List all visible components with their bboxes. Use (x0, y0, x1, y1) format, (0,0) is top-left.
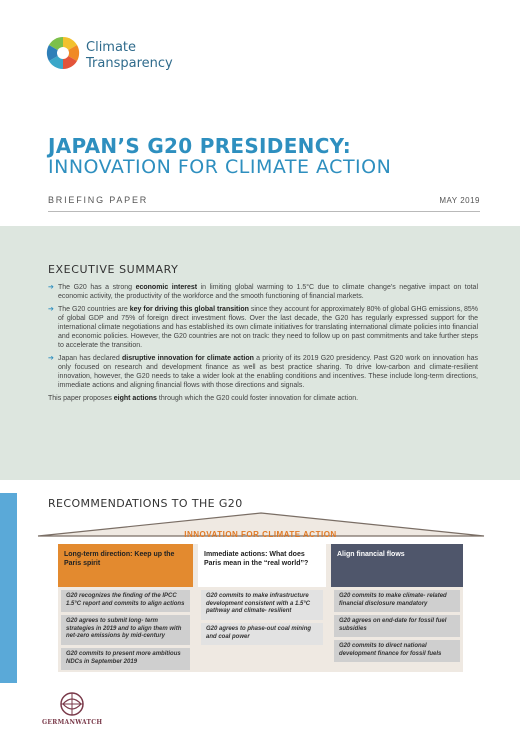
summary-bullet: ➔ The G20 has a strong economic interest in limiting global warming to 1.5°C due to climate change’s negative impact on total economic activity, the productivity of the workforce and the smooth functioning of financial markets. (48, 284, 478, 300)
recommendation-card: G20 commits to direct national development finance for fossil fuels (334, 640, 460, 662)
publication-date: MAY 2019 (439, 196, 480, 205)
logo-line-2: Transparency (86, 56, 173, 71)
recommendation-card: G20 agrees on end-date for fossil fuel subsidies (334, 615, 460, 637)
germanwatch-logo (42, 690, 102, 730)
arrow-right-icon: ➔ (48, 355, 54, 362)
logo-mark-icon (46, 36, 80, 70)
header-divider (48, 211, 480, 212)
title-line-2: INNOVATION FOR CLIMATE ACTION (48, 156, 392, 178)
column-heading: Align financial flows (331, 544, 463, 587)
executive-summary-body (48, 283, 478, 403)
executive-summary-heading: EXECUTIVE SUMMARY (48, 263, 179, 276)
climate-transparency-logo (46, 36, 206, 76)
logo-line-1: Climate (86, 40, 137, 55)
summary-bullet: ➔ The G20 countries are key for driving this global transition since they account for approximately 80% of global GHG emissions, 85% of global GDP and 75% of foreign direct investment flows. Over the last decade, the G20 has regularly expressed support for the international climate negotiations and has established its own climate initiatives for translating international climate policies into financial and economic policies. However, the G20 countries are not on track: they need to follow up on past commitments and take further steps to accelerate the transition. (48, 306, 479, 349)
column-heading: Long-term direction: Keep up the Paris spirit (58, 544, 193, 587)
column-long-term-direction (58, 544, 193, 669)
document-type: BRIEFING PAPER (48, 195, 149, 205)
arrow-right-icon: ➔ (48, 284, 54, 291)
summary-closing: This paper proposes eight actions through which the G20 could foster innovation for climate action. (48, 395, 359, 402)
logo-wordmark (86, 40, 173, 72)
column-immediate-actions (198, 544, 326, 669)
house-banner: INNOVATION FOR CLIMATE ACTION (184, 530, 337, 539)
recommendation-card: G20 commits to present more ambitious NDCs in September 2019 (61, 648, 190, 670)
recommendations-heading: RECOMMENDATIONS TO THE G20 (48, 497, 243, 510)
germanwatch-wordmark: GERMANWATCH (42, 719, 103, 726)
recommendation-card: G20 recognizes the finding of the IPCC 1.5°C report and commits to align actions (61, 590, 190, 612)
summary-bullet: ➔ Japan has declared disruptive innovation for climate action a priority of its 2019 G20 presidency. Past G20 work on innovation has only focused on research and development finance as well as best practice sharing. To drive low-carbon and climate-resilient innovation, however, the G20 needs to take a wider look at the enabling conditions and incentives. These include long-term directions, immediate actions and aligning financial flows with those directions and signals. (48, 355, 478, 389)
title-line-1: JAPAN’S G20 PRESIDENCY: (48, 134, 352, 158)
accent-side-bar (0, 493, 17, 683)
germanwatch-mark-icon (42, 690, 102, 718)
arrow-right-icon: ➔ (48, 306, 54, 313)
recommendation-card: G20 commits to make climate- related financial disclosure mandatory (334, 590, 460, 612)
column-heading: Immediate actions: What does Paris mean in the “real world”? (198, 544, 326, 587)
recommendation-card: G20 agrees to submit long- term strategies in 2019 and to align them with net-zero emissions by mid-century (61, 615, 190, 645)
column-align-financial-flows (331, 544, 463, 669)
recommendation-card: G20 commits to make infrastructure development consistent with a 1.5°C pathway and climate- resilient (201, 590, 323, 620)
recommendation-card: G20 agrees to phase-out coal mining and coal power (201, 623, 323, 645)
